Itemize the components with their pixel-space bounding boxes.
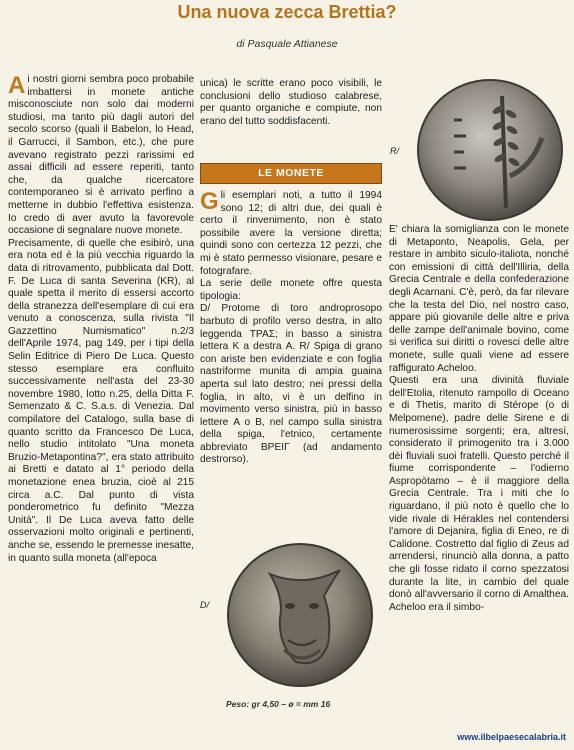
reverse-label: R/ [390, 146, 399, 156]
article-title: Una nuova zecca Brettia? [177, 2, 397, 22]
paragraph-text: Questi era una divinità fluviale dell'Etolia, ritenuto rampollo di Oceano e di Thetis, marito di Stérope (o di Melpomene), padre delle Sirene e di numerosissime sorgenti; era, altresì, considerato il primogenito tra i 3.000 dèi fluviali suoi fratelli. Questo perché il fiume corrispondente – l'odierno Aspropòtamo – è il maggiore della Grecia Centrale. Tra i miti che lo riguardano, il più noto è quello che lo vide rivale di Hérakles nel contendersi l'amore di Dejanira, figlia di Eneo, re di Calidone. Costretto dal figlio di Zeus ad arrendersi, rinunciò alla donna, a patto che gli fosse ridato il corno spezzatosi durante la lite, in cambio del quale donò all'avversario il corno di Amalthea. Acheloo era il simbo- [389, 375, 569, 613]
paragraph-text: Precisamente, di quelle che esibirò, una era nota ed è la più vecchia riguardo la data di ritrovamento, pubblicata dal Dott. F. De Luca di santa Severina (KR), al quale spetta il merito di essersi accorto della stranezza dell'esemplare di cui era venuto a conoscenza, sulla rivista "Il Gazzettino Numismatico" n.2/3 dell'Aprile 1974, pag 149, per i tipi della Selin Editrice di Piero De Luca. Questo stesso esemplare era confluito successivamente nell'asta del 23-30 novembre 1980, lotto n.25, della Ditta F. Semenzato & C. S.a.s. di Venezia. Dal compilatore del Catalogo, sulla base di quanto scritto da Francesco De Luca, nello studio intitolato "Una moneta Bruzio-Metapontina?", era stato attribuito ai Bretti e datato al 1° periodo della monetazione enea bruzia, cioè al 215 circa a.C. Dal punto di vista ponderometrico fu definito "Mezza Unità". Il De Luca aveva fatto delle osservazioni molto originali e pertinenti, anche se, essendo le premesse inesatte, in quanto sulla moneta (all'epoca [8, 237, 194, 564]
footer-link[interactable]: www.ilbelpaesecalabria.it [457, 732, 566, 742]
paragraph-section [200, 190, 382, 278]
column-2 [200, 190, 382, 467]
coin-caption: Peso: gr 4,50 – ø = mm 16 [226, 699, 331, 709]
section-heading: LE MONETE [200, 163, 382, 184]
column-1 [8, 74, 194, 565]
paragraph-text: E' chiara la somiglianza con le monete di Metaponto, Neapolis, Gela, per restare in ambito siculo-italiota, nonché con emissioni di città dell'Illiria, della Grecia Centrale e della confederazione degli Acarnani. C'è, però, da far rilevare che la testa del Dio, nel nostro caso, appare più giovanile delle altre e priva delle zampe dell'animale bovino, come si verifica sui diritti o rovesci delle altre monete, sulle quali viene ad essere raffigurato Acheloo. [389, 224, 569, 374]
paragraph-text: D/ Protome di toro androprosopo barbuto di profilo verso destra, in alto leggenda ΤΡΑΣ; in basso a sinistra lettera Κ a destra Α. R/ Spiga di grano con ariste ben evidenziate e con foglia nastriforme munita di ampia guaina aperta sul lato destro; nei pressi della foglia, in alto, vi è un delfino in movimento verso sinistra, più in basso lettere Α o Β, nel campo sulla sinistra della spiga, l'etnico, certamente abbreviato ΒΡΕΙΓ (ad andamento destrorso). [200, 303, 382, 466]
coin-reverse-image [414, 76, 566, 224]
paragraph-text: i nostri giorni sembra poco probabile imbattersi in monete antiche misconosciute non solo dai moderni studiosi, ma tanto più dagli autori del secolo scorso (quali il Babelon, lo Head, il Garrucci, il Sambon, etc.), che pure avevano registrato pezzi rarissimi ed assai difficili ad essere reperiti, tanto che, da qualche ricercatore contemporaneo si è arrivato perfino a metterne in dubbio l'effettiva esistenza. Io credo di aver avuto la favorevole occasione di segnalare nuove monete. [8, 74, 194, 237]
dropcap: G [200, 188, 219, 215]
paragraph-intro [8, 74, 194, 238]
column-3 [389, 224, 569, 614]
paragraph-text: unica) le scritte erano poco visibili, le conclusioni dello studioso calabrese, per quanto organiche e compiute, non erano del tutto soddisfacenti. [200, 78, 382, 127]
paragraph-text: La serie delle monete offre questa tipologia: [200, 278, 382, 302]
coin-obverse-photo [224, 540, 376, 690]
article-author: di Pasquale Attianese [236, 38, 338, 50]
dropcap: A [8, 72, 26, 99]
obverse-label: D/ [200, 600, 209, 610]
paragraph-text: li esemplari noti, a tutto il 1994 sono 12; di altri due, dei quali è certo il rinvenimento, non è stato possibile avere la versione diretta; quindi sono con certezza 12 pezzi, che mi è stato permesso visionare, pesare e fotografare. [200, 190, 382, 277]
coin-reverse-photo [414, 76, 566, 224]
column-2-top [200, 78, 382, 128]
coin-obverse-image [224, 540, 376, 690]
